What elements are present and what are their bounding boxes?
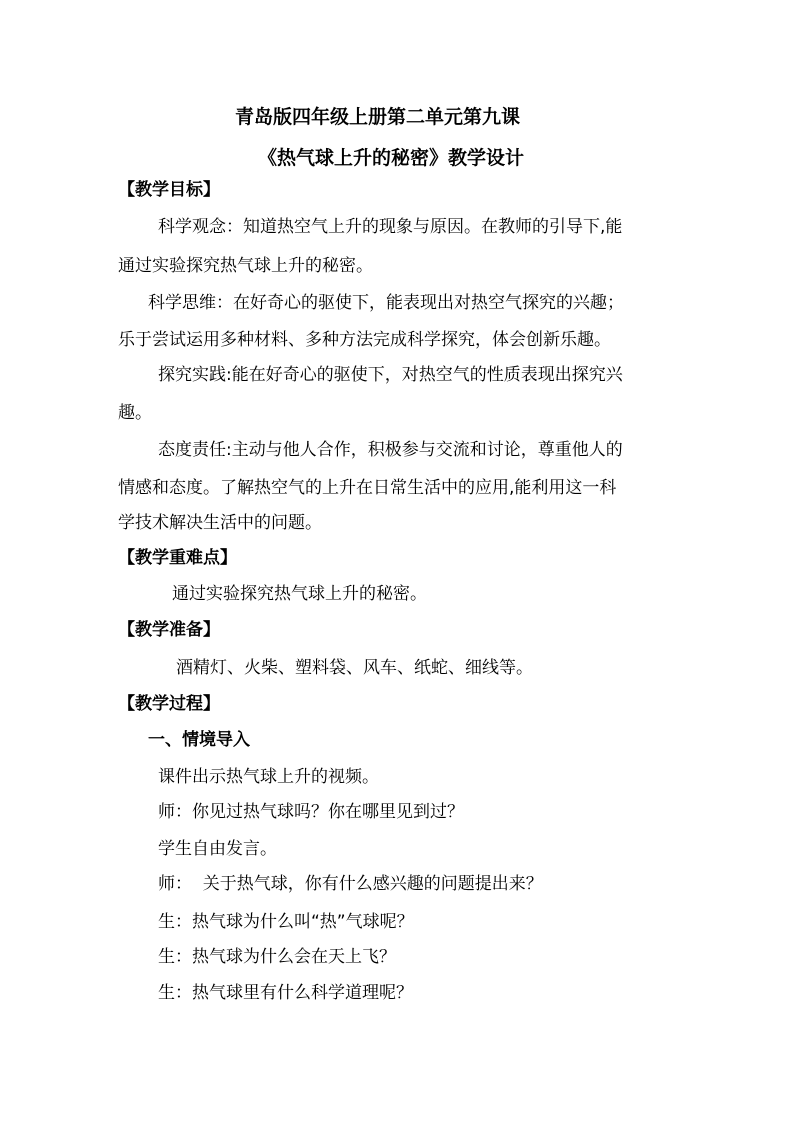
goal-science-concept-line-1: 科学观念：知道热空气上升的现象与原因。在教师的引导下,能 — [158, 217, 623, 237]
section-heading-goals: 【教学目标】 — [118, 180, 220, 200]
preparation-text: 酒精灯、火柴、塑料袋、风车、纸蛇、细线等。 — [176, 658, 533, 678]
process-line: 师：你见过热气球吗？你在哪里见到过？ — [158, 802, 464, 822]
section-heading-process: 【教学过程】 — [118, 694, 220, 714]
process-line: 生：热气球里有什么科学道理呢？ — [158, 983, 413, 1003]
section-heading-key-points: 【教学重难点】 — [118, 548, 237, 568]
goal-inquiry-line-2: 趣。 — [118, 403, 152, 423]
goal-attitude-line-2: 情感和态度。了解热空气的上升在日常生活中的应用,能利用这一科 — [118, 478, 617, 498]
goal-inquiry-line-1: 探究实践:能在好奇心的驱使下，对热空气的性质表现出探究兴 — [158, 365, 623, 385]
goal-attitude-line-3: 学技术解决生活中的问题。 — [118, 513, 322, 533]
key-points-text: 通过实验探究热气球上升的秘密。 — [172, 584, 427, 604]
goal-science-thinking-line-2: 乐于尝试运用多种材料、多种方法完成科学探究，体会创新乐趣。 — [118, 330, 611, 350]
goal-attitude-line-1: 态度责任:主动与他人合作，积极参与交流和讨论，尊重他人的 — [158, 440, 623, 460]
goal-science-thinking-line-1: 科学思维：在好奇心的驱使下，能表现出对热空气探究的兴趣； — [148, 293, 624, 313]
process-line: 学生自由发言。 — [158, 839, 277, 859]
process-line: 生：热气球为什么会在天上飞？ — [158, 947, 396, 967]
process-line: 师： 关于热气球，你有什么感兴趣的问题提出来？ — [158, 874, 543, 894]
section-heading-preparation: 【教学准备】 — [118, 620, 220, 640]
goal-science-concept-line-2: 通过实验探究热气球上升的秘密。 — [118, 256, 373, 276]
document-title-line-2: 《热气球上升的秘密》教学设计 — [258, 147, 525, 169]
process-line: 生：热气球为什么叫“热”气球呢？ — [158, 912, 414, 932]
subsection-heading-intro: 一、情境导入 — [148, 730, 250, 750]
process-line: 课件出示热气球上升的视频。 — [158, 767, 379, 787]
document-title-line-1: 青岛版四年级上册第二单元第九课 — [235, 106, 521, 128]
